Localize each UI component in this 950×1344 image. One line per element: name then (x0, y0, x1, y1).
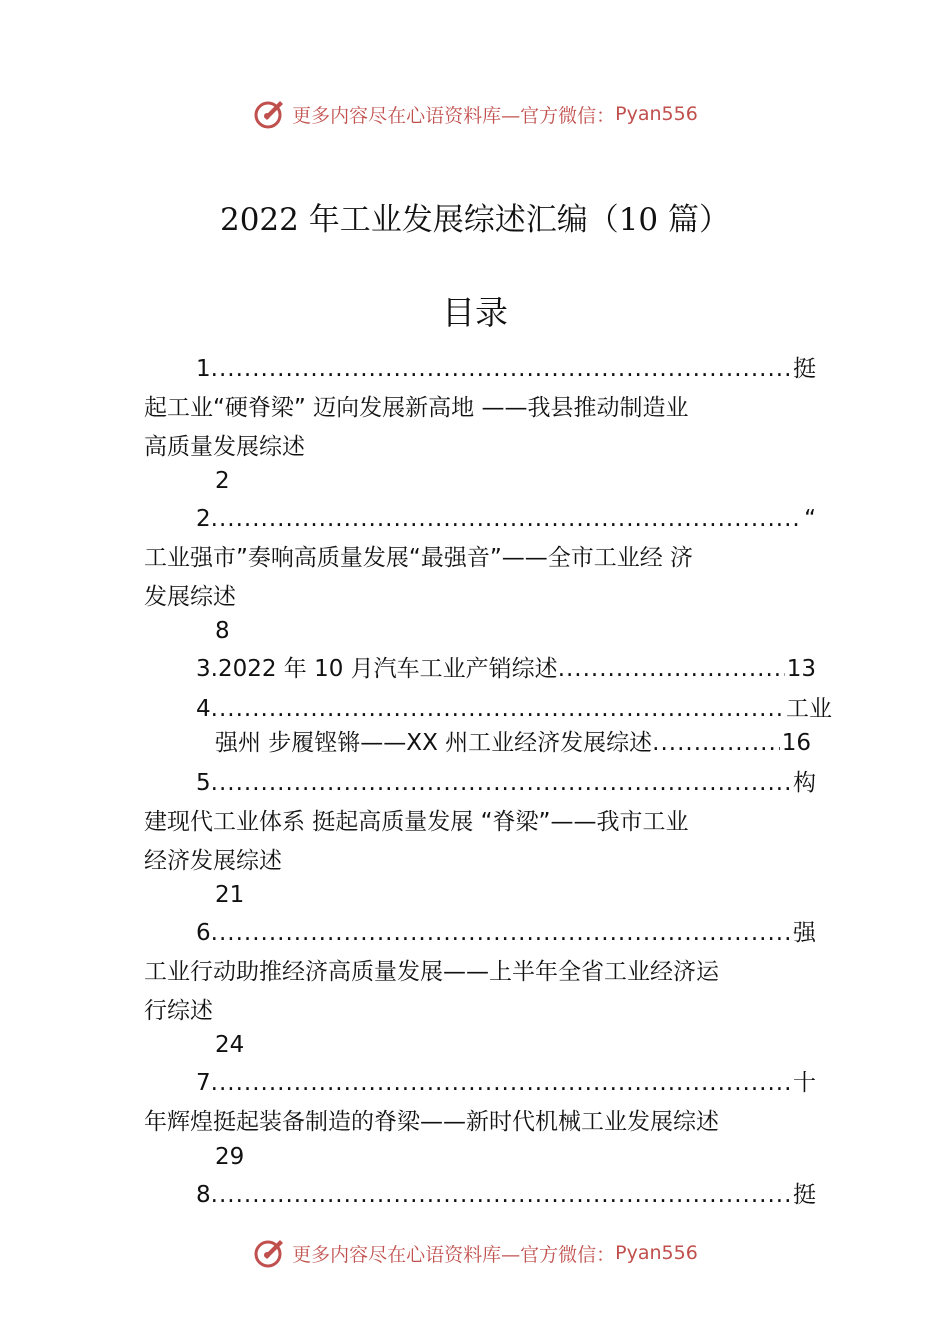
toc-entry-3[interactable] (196, 654, 816, 684)
toc-entry-text: “ (804, 506, 816, 532)
toc-entry-number: 4 (196, 696, 211, 722)
toc-entry-number: 7 (196, 1070, 211, 1096)
dot-leader (211, 504, 802, 534)
toc-page-number: 8 (215, 618, 230, 644)
toc-entry-text: 强州 步履铿锵——XX 州工业经济发展综述 (215, 730, 653, 756)
toc-entry-text: 挺 (793, 356, 816, 382)
toc-entry-text: 十 (793, 1070, 816, 1096)
toc-entry-text: 工业行动助推经济高质量发展——上半年全省工业经济运 (144, 959, 719, 985)
banner-text: 更多内容尽在心语资料库—官方微信： (292, 1243, 616, 1266)
dot-leader (211, 354, 791, 384)
toc-entry-6[interactable] (196, 918, 816, 948)
dot-leader (211, 694, 784, 724)
toc-page-number: 29 (215, 1144, 245, 1170)
footer-banner (0, 1233, 950, 1273)
toc-entry-5[interactable] (196, 768, 816, 798)
toc-entry-text: 起工业“硬脊梁” 迈向发展新高地 ——我县推动制造业 (144, 395, 689, 421)
toc-entry-text: 构 (793, 770, 816, 796)
toc-heading: 目录 (442, 293, 508, 332)
toc-entry-text: 高质量发展综述 (144, 434, 305, 460)
dot-leader (558, 654, 785, 684)
toc-page-number: 2 (215, 468, 230, 494)
banner-text: 更多内容尽在心语资料库—官方微信： (292, 104, 616, 127)
toc-entry-number: 2 (196, 506, 211, 532)
pen-seal-icon (252, 1236, 286, 1270)
toc-entry-text: 发展综述 (144, 584, 236, 610)
banner-account: Pyan556 (615, 1242, 698, 1264)
toc-page-number: 24 (215, 1032, 245, 1058)
toc-entry-number: 8 (196, 1182, 211, 1208)
dot-leader (211, 768, 791, 798)
toc-entry-text: 强 (793, 920, 816, 946)
toc-entry-text: 建现代工业体系 挺起高质量发展 “脊梁”——我市工业 (144, 809, 689, 835)
banner-account: Pyan556 (615, 103, 698, 125)
toc-entry-number: 1 (196, 356, 211, 382)
toc-entry-text: 3.2022 年 10 月汽车工业产销综述 (196, 656, 558, 682)
dot-leader (211, 1068, 791, 1098)
toc-entry-text: 挺 (793, 1182, 816, 1208)
toc-entry-7[interactable] (196, 1068, 816, 1098)
toc-entry-text: 经济发展综述 (144, 848, 282, 874)
toc-page-number: 13 (786, 656, 816, 682)
toc-entry-text: 行综述 (144, 998, 213, 1024)
document-title: 2022 年工业发展综述汇编（10 篇） (219, 202, 731, 238)
toc-entry-number: 6 (196, 920, 211, 946)
toc-entry-2[interactable] (196, 504, 816, 534)
toc-entry-4[interactable] (196, 694, 832, 724)
dot-leader (652, 728, 780, 758)
header-banner (0, 94, 950, 134)
toc-entry-text: 工业强市”奏响高质量发展“最强音”——全市工业经 济 (144, 545, 694, 571)
pen-seal-icon (252, 97, 286, 131)
toc-entry-1[interactable] (196, 354, 816, 384)
toc-entry-text: 工业 (786, 696, 832, 722)
toc-entry-number: 5 (196, 770, 211, 796)
dot-leader (211, 1180, 791, 1210)
toc-entry-4-cont[interactable] (215, 728, 811, 758)
toc-page-number: 21 (215, 882, 245, 908)
toc-page-number: 16 (781, 730, 811, 756)
toc-entry-text: 年辉煌挺起装备制造的脊梁——新时代机械工业发展综述 (144, 1109, 719, 1135)
toc-entry-8[interactable] (196, 1180, 816, 1210)
dot-leader (211, 918, 791, 948)
